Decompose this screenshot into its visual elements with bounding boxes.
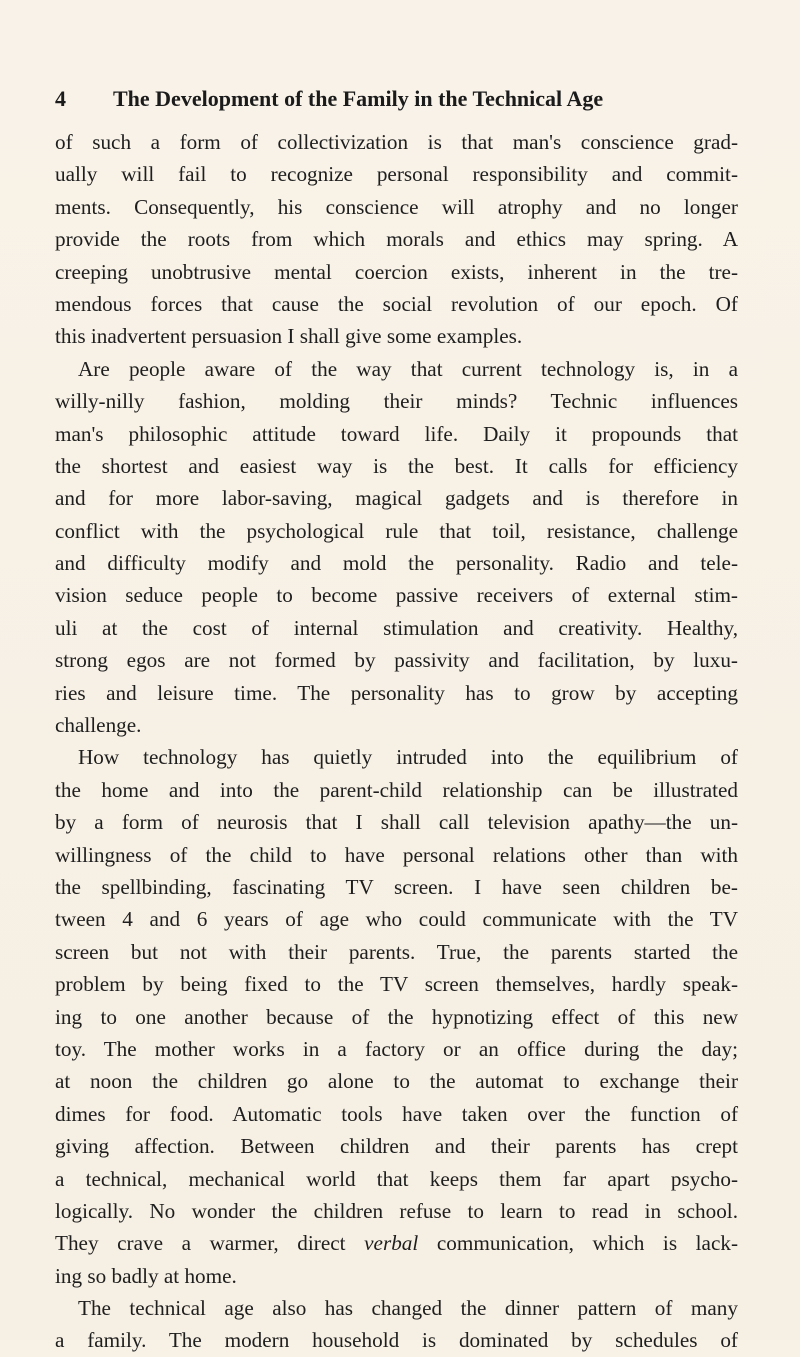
text-line: giving affection. Between children and their parents has crept <box>55 1134 738 1159</box>
emphasized-word: verbal <box>364 1231 419 1256</box>
text-line: conflict with the psychological rule that toil, resistance, challenge <box>55 518 738 543</box>
text-line: logically. No wonder the children refuse to learn to read in school. <box>55 1198 738 1223</box>
text-line: How technology has quietly intruded into the equilibrium of <box>78 745 738 770</box>
text-line: the shortest and easiest way is the best. It calls for efficiency <box>55 453 738 478</box>
text-line: ually will fail to recognize personal responsibility and commit- <box>55 162 738 187</box>
running-head <box>55 86 755 112</box>
text-line: mendous forces that cause the social revolution of our epoch. Of <box>55 291 738 316</box>
text-line: Are people aware of the way that current technology is, in a <box>78 356 738 381</box>
text-line: and for more labor-saving, magical gadgets and is therefore in <box>55 486 738 511</box>
text-line: willy-nilly fashion, molding their minds? Technic influences <box>55 389 738 414</box>
page-number: 4 <box>55 86 66 111</box>
text-line: toy. The mother works in a factory or an office during the day; <box>55 1036 738 1061</box>
text-line <box>55 1227 738 1259</box>
text-line: ments. Consequently, his conscience will atrophy and no longer <box>55 194 738 219</box>
text-line: dimes for food. Automatic tools have taken over the function of <box>55 1101 738 1126</box>
text-line: creeping unobtrusive mental coercion exists, inherent in the tre- <box>55 259 738 284</box>
text-line: challenge. <box>55 713 142 738</box>
text-line: ries and leisure time. The personality has to grow by accepting <box>55 680 738 705</box>
text-line: uli at the cost of internal stimulation and creativity. Healthy, <box>55 615 738 640</box>
text-line: a family. The modern household is dominated by schedules of <box>55 1328 738 1353</box>
text-line: willingness of the child to have personal relations other than with <box>55 842 738 867</box>
text-line: the home and into the parent-child relationship can be illustrated <box>55 777 738 802</box>
text-line: ing to one another because of the hypnotizing effect of this new <box>55 1004 738 1029</box>
text-line: a technical, mechanical world that keeps them far apart psycho- <box>55 1166 738 1191</box>
text-line: of such a form of collectivization is that man's conscience grad- <box>55 130 738 154</box>
text-run: communication, which is lack- <box>418 1231 738 1256</box>
text-line: The technical age also has changed the dinner pattern of many <box>78 1296 738 1321</box>
text-run: They crave a warmer, direct <box>55 1231 365 1256</box>
text-line: this inadvertent persuasion I shall give some examples. <box>55 324 523 349</box>
text-line: provide the roots from which morals and ethics may spring. A <box>55 227 738 252</box>
running-title: The Development of the Family in the Technical Age <box>113 86 604 111</box>
text-line: man's philosophic attitude toward life. Daily it propounds that <box>55 421 738 446</box>
body-text <box>55 126 738 1357</box>
text-line: tween 4 and 6 years of age who could communicate with the TV <box>55 907 738 932</box>
text-line: at noon the children go alone to the automat to exchange their <box>55 1069 738 1094</box>
text-line: and difficulty modify and mold the personality. Radio and tele- <box>55 551 738 576</box>
text-line: vision seduce people to become passive receivers of external stim- <box>55 583 738 608</box>
text-line: the spellbinding, fascinating TV screen. I have seen children be- <box>55 874 738 899</box>
text-line: problem by being fixed to the TV screen themselves, hardly speak- <box>55 972 738 997</box>
text-line: ing so badly at home. <box>55 1263 237 1288</box>
text-line: by a form of neurosis that I shall call television apathy—the un- <box>55 810 738 835</box>
text-line: screen but not with their parents. True, the parents started the <box>55 939 738 964</box>
text-line: strong egos are not formed by passivity and facilitation, by luxu- <box>55 648 738 673</box>
